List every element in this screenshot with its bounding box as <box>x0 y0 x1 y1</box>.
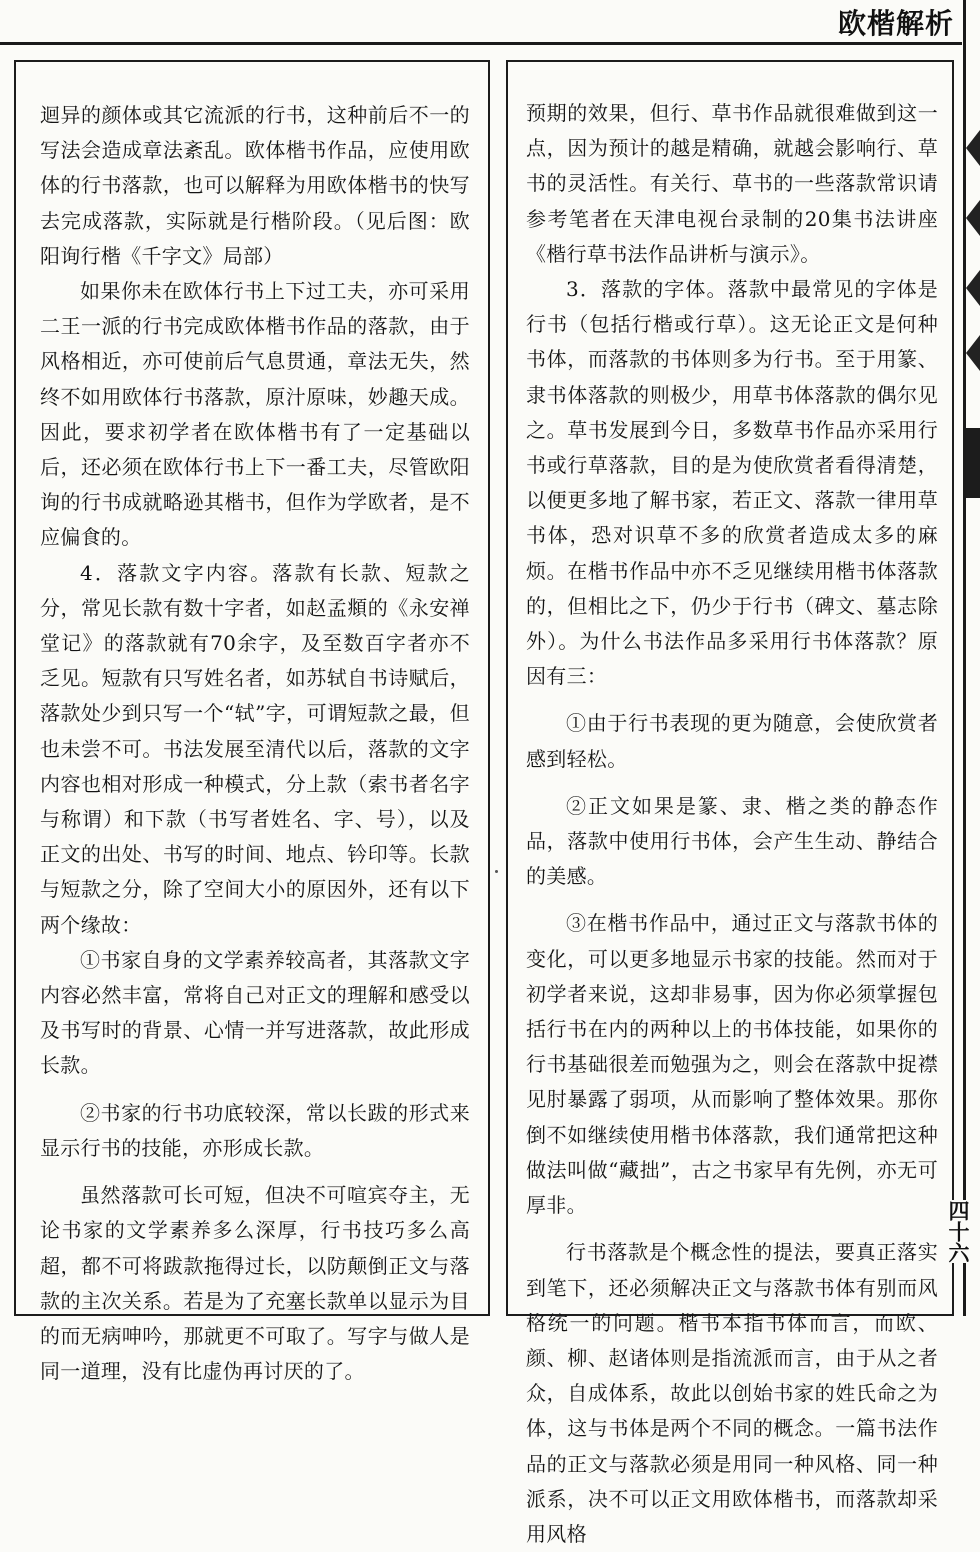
left-paragraph-1: 迴异的颜体或其它流派的行书，这种前后不一的写法会造成章法紊乱。欧体楷书作品，应使用欧体的行书落款，也可以解释为用欧体楷书的快写去完成落款，实际就是行楷阶段。（见后图：欧阳询行楷《千字文》局部） <box>40 103 470 268</box>
active-thumb-tab <box>966 428 980 498</box>
left-text-column <box>14 60 490 1384</box>
left-paragraph-2: 如果你未在欧体行书上下过工夫，亦可采用二王一派的行书完成欧体楷书作品的落款，由于风格相近，亦可使前后气息贯通，章法无失，然终不如用欧体行书落款，原汁原味，妙趣天成。因此，要求初学者在欧体楷书有了一定基础以后，还必须在欧体行书上下一番工夫，尽管欧阳询的行书成就略逊其楷书，但作为学欧者，是不应偏食的。 <box>40 279 470 550</box>
thumb-tab-marker <box>966 200 980 236</box>
thumb-tab-marker <box>966 335 980 371</box>
left-paragraph-3: 4．落款文字内容。落款有长款、短款之分，常见长款有数十字者，如赵孟頫的《永安禅堂记》的落款就有70余字，及至数百字者亦不乏见。短款有只写姓名者，如苏轼自书诗赋后，落款处少到只写一个“轼”字，可谓短款之最，但也未尝不可。书法发展至清代以后，落款的文字内容也相对形成一种模式，分上款（索书者名字与称谓）和下款（书写者姓名、字、号），以及正文的出处、书写的时间、地点、钤印等。长款与短款之分，除了空间大小的原因外，还有以下两个缘故： <box>40 560 470 937</box>
right-text-column <box>506 60 954 1546</box>
right-paragraph-3: ①由于行书表现的更为随意，会使欣赏者感到轻松。 <box>526 711 938 771</box>
left-paragraph-6: 虽然落款可长可短，但决不可喧宾夺主，无论书家的文学素养多么深厚，行书技巧多么高超，都不可将跋款拖得过长，以防颠倒正文与落款的主次关系。若是为了充塞长款单以显示为目的而无病呻吟，那就更不可取了。写字与做人是同一道理，没有比虚伪再讨厌的了。 <box>40 1183 470 1384</box>
left-paragraph-4: ①书家自身的文学素养较高者，其落款文字内容必然丰富，常将自己对正文的理解和感受以及书写时的背景、心情一并写进落款，故此形成长款。 <box>40 947 470 1078</box>
page-number: 四十六 <box>946 1200 970 1263</box>
thumb-tab-marker <box>966 270 980 306</box>
right-edge-rule <box>963 0 966 1316</box>
thumb-tab-marker <box>966 130 980 166</box>
right-paragraph-1: 预期的效果，但行、草书作品就很难做到这一点，因为预计的越是精确，就越会影响行、草书的灵活性。有关行、草书的一些落款常识请参考笔者在天津电视台录制的20集书法讲座《楷行草书法作品讲析与演示》。 <box>526 101 938 266</box>
running-header-title: 欧楷解析 <box>837 7 954 40</box>
right-paragraph-4: ②正文如果是篆、隶、楷之类的静态作品，落款中使用行书体，会产生生动、静结合的美感。 <box>526 793 938 889</box>
left-paragraph-5: ②书家的行书功底较深，常以长跋的形式来显示行书的技能，亦形成长款。 <box>40 1100 470 1160</box>
right-paragraph-2: 3．落款的字体。落款中最常见的字体是行书（包括行楷或行草）。这无论正文是何种书体，而落款的书体则多为行书。至于用篆、隶书体落款的则极少，用草书体落款的偶尔见之。草书发展到今日，多数草书作品亦采用行书或行草落款，目的是为使欣赏者看得清楚，以便更多地了解书家，若正文、落款一律用草书体，恐对识草不多的欣赏者造成太多的麻烦。在楷书作品中亦不乏见继续用楷书体落款的，但相比之下，仍少于行书（碑文、墓志除外）。为什么书法作品多采用行书体落款？原因有三： <box>526 277 938 689</box>
header-rule <box>0 42 962 45</box>
scan-dot <box>495 870 498 873</box>
right-paragraph-5: ③在楷书作品中，通过正文与落款书体的变化，可以更多地显示书家的技能。然而对于初学者来说，这却非易事，因为你必须掌握包括行书在内的两种以上的书体技能，如果你的行书基础很差而勉强为之，则会在落款中捉襟见肘暴露了弱项，从而影响了整体效果。那你倒不如继续使用楷书体落款，我们通常把这种做法叫做“藏拙”，古之书家早有先例，亦无可厚非。 <box>526 911 938 1218</box>
right-paragraph-6: 行书落款是个概念性的提法，要真正落实到笔下，还必须解决正文与落款书体有别而风格统一的问题。楷书本指书体而言，而欧、颜、柳、赵诸体则是指流派而言，由于从之者众，自成体系，故此以创始书家的姓氏命之为体，这与书体是两个不同的概念。一篇书法作品的正文与落款必须是用同一种风格、同一种派系，决不可以正文用欧体楷书，而落款却采用风格 <box>526 1240 938 1546</box>
